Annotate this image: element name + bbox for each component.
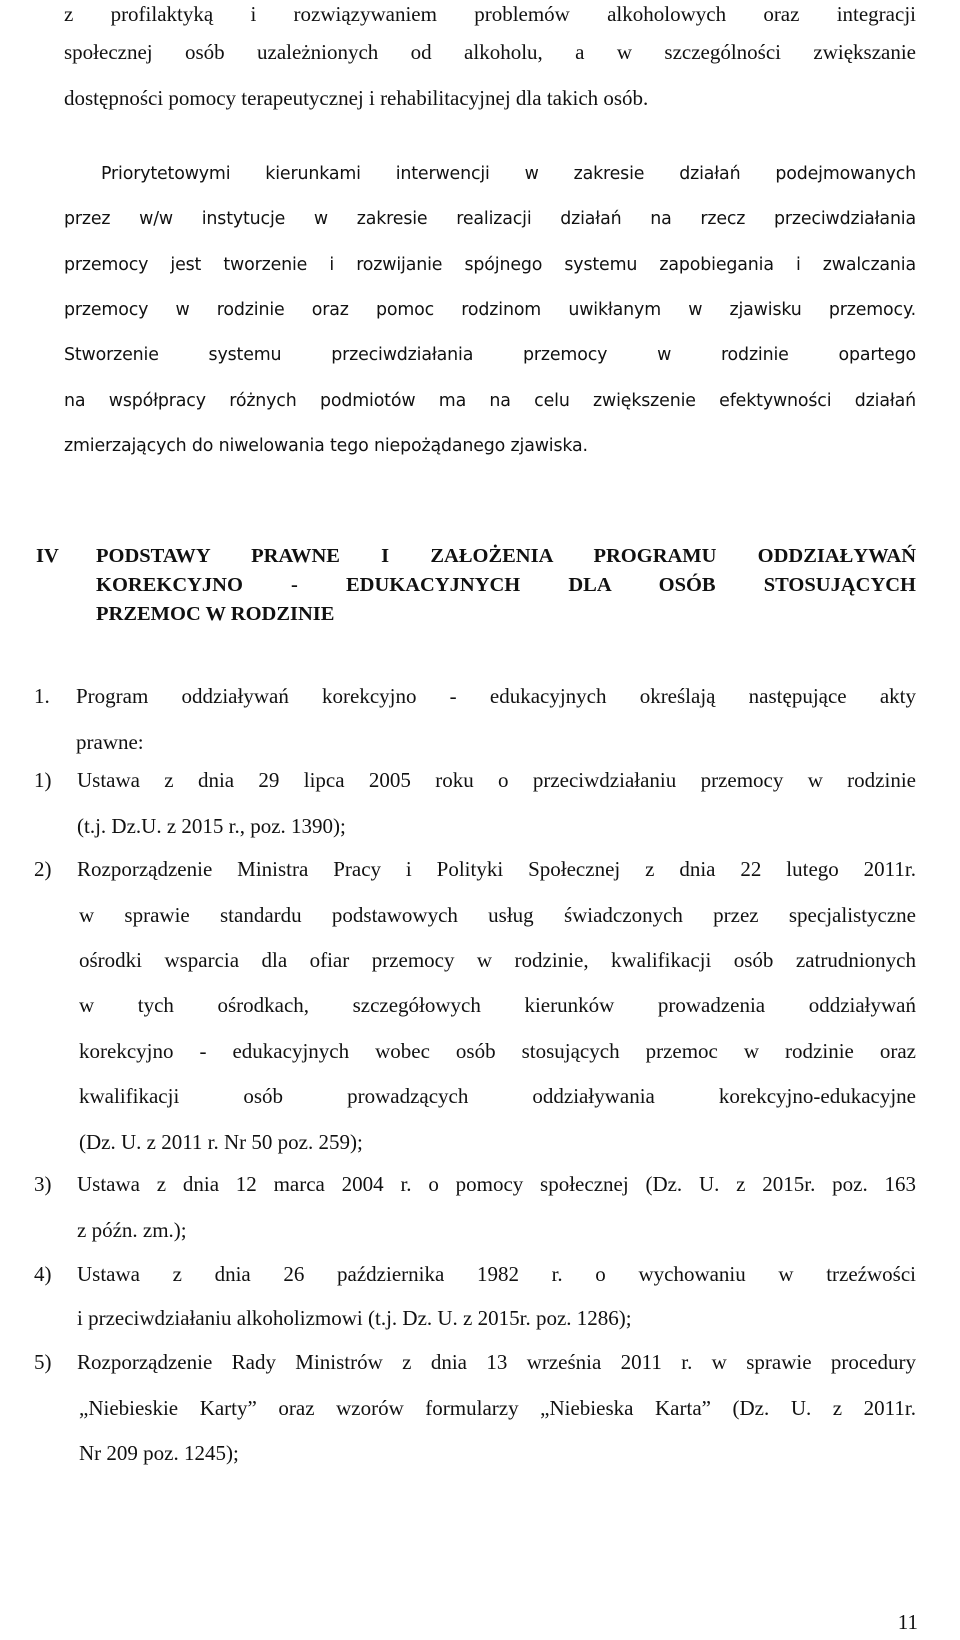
text-line: kwalifikacji osób prowadzących oddziaływania korekcyjno-edukacyjne — [79, 1084, 916, 1108]
text-line: przemocy w rodzinie oraz pomoc rodzinom uwikłanym w zjawisku przemocy. — [64, 300, 916, 320]
text-line: na współpracy różnych podmiotów ma na celu zwiększenie efektywności działań — [64, 391, 916, 411]
text-line: Ustawa z dnia 26 października 1982 r. o wychowaniu w trzeźwości — [77, 1262, 916, 1286]
text-line: korekcyjno - edukacyjnych wobec osób stosujących przemoc w rodzinie oraz — [79, 1039, 916, 1063]
text-line: (Dz. U. z 2011 r. Nr 50 poz. 259); — [79, 1130, 363, 1154]
text-line: Ustawa z dnia 12 marca 2004 r. o pomocy społecznej (Dz. U. z 2015r. poz. 163 — [77, 1172, 916, 1196]
list-number: 2) — [34, 857, 52, 881]
text-line: Stworzenie systemu przeciwdziałania przemocy w rodzinie opartego — [64, 345, 916, 365]
text-line: z późn. zm.); — [77, 1218, 187, 1242]
list-number: 3) — [34, 1172, 52, 1196]
text-line: Rozporządzenie Rady Ministrów z dnia 13 września 2011 r. w sprawie procedury — [77, 1350, 916, 1374]
text-line: Priorytetowymi kierunkami interwencji w zakresie działań podejmowanych — [101, 164, 916, 184]
heading-line: PODSTAWY PRAWNE I ZAŁOŻENIA PROGRAMU ODDZIAŁYWAŃ — [96, 545, 916, 567]
text-line: przez w/w instytucje w zakresie realizacji działań na rzecz przeciwdziałania — [64, 209, 916, 229]
text-line: dostępności pomocy terapeutycznej i rehabilitacyjnej dla takich osób. — [64, 86, 649, 110]
text-line: Program oddziaływań korekcyjno - edukacyjnych określają następujące akty — [76, 684, 916, 708]
heading-line: KOREKCYJNO - EDUKACYJNYCH DLA OSÓB STOSUJĄCYCH — [96, 574, 916, 596]
text-line: ośrodki wsparcia dla ofiar przemocy w rodzinie, kwalifikacji osób zatrudnionych — [79, 948, 916, 972]
text-line: zmierzających do niwelowania tego niepożądanego zjawiska. — [64, 436, 588, 456]
text-line: w tych ośrodkach, szczegółowych kierunków prowadzenia oddziaływań — [79, 993, 916, 1017]
text-line: Rozporządzenie Ministra Pracy i Polityki Społecznej z dnia 22 lutego 2011r. — [77, 857, 916, 881]
text-line: „Niebieskie Karty” oraz wzorów formularzy „Niebieska Karta” (Dz. U. z 2011r. — [79, 1396, 916, 1420]
text-line: społecznej osób uzależnionych od alkoholu, a w szczególności zwiększanie — [64, 40, 916, 64]
text-line: Ustawa z dnia 29 lipca 2005 roku o przeciwdziałaniu przemocy w rodzinie — [77, 768, 916, 792]
text-line: Nr 209 poz. 1245); — [79, 1441, 239, 1465]
list-number: 1) — [34, 768, 52, 792]
page-number: 11 — [897, 1610, 918, 1634]
text-line: z profilaktyką i rozwiązywaniem problemów alkoholowych oraz integracji — [64, 2, 916, 26]
point-number: 1. — [34, 684, 50, 708]
list-number: 4) — [34, 1262, 52, 1286]
text-line: prawne: — [76, 730, 144, 754]
heading-line: PRZEMOC W RODZINIE — [96, 603, 335, 625]
section-number: IV — [36, 545, 59, 567]
text-line: przemocy jest tworzenie i rozwijanie spójnego systemu zapobiegania i zwalczania — [64, 255, 916, 275]
text-line: (t.j. Dz.U. z 2015 r., poz. 1390); — [77, 814, 346, 838]
text-line: i przeciwdziałaniu alkoholizmowi (t.j. Dz. U. z 2015r. poz. 1286); — [77, 1306, 632, 1330]
text-line: w sprawie standardu podstawowych usług świadczonych przez specjalistyczne — [79, 903, 916, 927]
list-number: 5) — [34, 1350, 52, 1374]
